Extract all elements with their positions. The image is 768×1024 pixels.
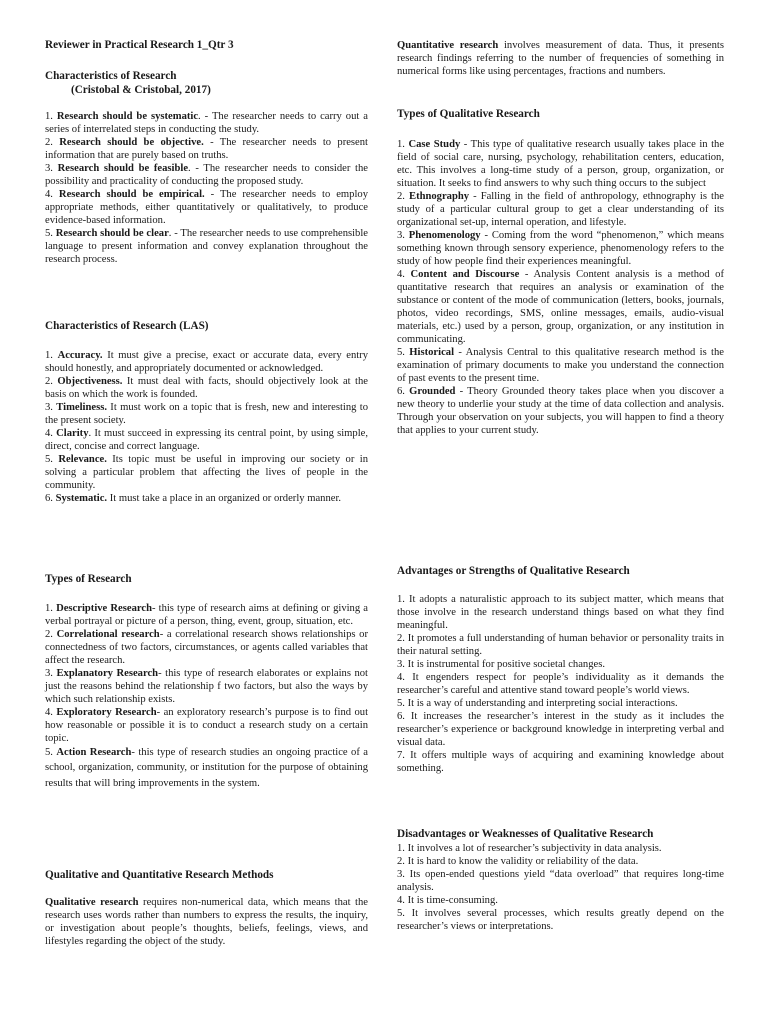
- list-item: 3. Its open-ended questions yield “data overload” that requires long-time analysis.: [397, 868, 724, 893]
- list-item: 6. It increases the researcher’s interest in the study as it includes the researcher’s experience or background knowledge in interpreting verbal and visual data.: [397, 710, 724, 748]
- list-item: 3. Explanatory Research- this type of research elaborates or explains not just the reasons behind the relationship f two factors, but also the ways by which such relationship exists.: [45, 667, 369, 705]
- list-item: 1. Accuracy. It must give a precise, exact or accurate data, every entry should honestly, and appropriately documented or acknowledged.: [45, 349, 369, 374]
- list-item: 2. Objectiveness. It must deal with facts, should objectively look at the basis on which the work is founded.: [45, 375, 368, 400]
- list-item: 5. Action Research- this type of research studies an ongoing practice of a school, organization, community, or institution for the purpose of obtaining results that will bring improvements in the system.: [45, 746, 368, 789]
- list-item: 4. It is time-consuming.: [397, 894, 498, 906]
- list-item: 2. Correlational research- a correlational research shows relationships or connectedness of two factors, circumstances, or agents called variables that affect the research.: [45, 628, 369, 666]
- list-item: 2. It is hard to know the validity or reliability of the data.: [397, 855, 639, 867]
- section-heading: Disadvantages or Weaknesses of Qualitative Research: [397, 828, 654, 840]
- section-disadvantages: [397, 828, 724, 933]
- list-item: 6. Systematic. It must take a place in an organized or orderly manner.: [45, 492, 342, 504]
- section-heading: Types of Research: [45, 573, 132, 585]
- list-item: 1. Descriptive Research- this type of research aims at defining or giving a verbal portrayal or picture of a person, thing, event, group, situation, etc.: [45, 602, 368, 627]
- list-item: 7. It offers multiple ways of acquiring and examining knowledge about something.: [397, 749, 724, 774]
- list-item: 5. It involves several processes, which results greatly depend on the researcher’s views or interpretations.: [397, 907, 724, 932]
- list-item: 1. It involves a lot of researcher’s subjectivity in data analysis.: [397, 842, 662, 854]
- section-characteristics-las: [45, 320, 368, 505]
- list-item: 1. It adopts a naturalistic approach to its subject matter, which means that those involve in the research understand things based on what they find meaningful.: [397, 593, 724, 631]
- section-heading: Qualitative and Quantitative Research Methods: [45, 869, 274, 881]
- list-item: 4. Exploratory Research- an exploratory research’s purpose is to find out how reasonable or possible it is to conduct a research study on a certain topic.: [45, 706, 369, 744]
- section-qual-quant-methods: [45, 869, 368, 948]
- list-item: 1. Research should be systematic. - The researcher needs to carry out a series of interrelated steps in conducting the study.: [45, 111, 368, 135]
- list-item: 6. Grounded - Theory Grounded theory takes place when you discover a new theory to underlie your study at the time of data collection and analysis. Through your observation on your subjects, you will happen to find a theory that applies to your current study.: [397, 385, 725, 436]
- list-item: 5. Research should be clear. - The researcher needs to use comprehensible language to present information and convey explanation throughout the research process.: [45, 228, 369, 265]
- list-item: 3. It is instrumental for positive societal changes.: [397, 658, 606, 670]
- list-item: 4. Research should be empirical. - The researcher needs to employ appropriate methods, either quantitatively or qualitatively, to produce evidence-based information.: [45, 189, 368, 226]
- list-item: 3. Research should be feasible. - The researcher needs to consider the possibility and practicality of conducting the proposed study.: [45, 163, 369, 187]
- list-item: 3. Phenomenology - Coming from the word “phenomenon,” which means something known through sensory experience, phenomenology refers to the study of how people find their experiences meaningful.: [397, 229, 725, 267]
- list-item: 5. Historical - Analysis Central to this qualitative research method is the examination of primary documents to make you understand the connection of past events to the present time.: [397, 346, 725, 384]
- list-item: 1. Case Study - This type of qualitative research usually takes place in the field of social care, nursing, psychology, rehabilitation centers, education, etc. This involves a long-time study of a person, group, organization, or situation. It seeks to find answers to why such thing occurs to the subject: [397, 138, 725, 189]
- list-item: 5. Relevance. Its topic must be useful in improving our society or in solving a particular problem that affecting the lives of people in the community.: [45, 453, 368, 491]
- list-item: 4. Content and Discourse - Analysis Content analysis is a method of quantitative research that requires an analysis or examination of the substance or content of the mode of communication (letters, books, journals, photos, video recordings, SMS, online messages, emails, audio-visual materials, etc.) used by a person, group, organization, or any institution in communicating.: [397, 268, 724, 345]
- list-item: 2. It promotes a full understanding of human behavior or personality traits in their natural setting.: [397, 632, 724, 657]
- section-subheading: (Cristobal & Cristobal, 2017): [71, 83, 211, 96]
- paragraph: Qualitative research requires non-numerical data, which means that the research uses words rather than numbers to express the results, the inquiry, or investigation about people’s thoughts, beliefs, feelings, views, and lifestyles regarding the object of the study.: [45, 896, 368, 947]
- quantitative-paragraph: Quantitative research involves measurement of data. Thus, it presents research findings referring to the number of frequencies of something in numerical forms like using percentages, fractions and numbers.: [397, 40, 724, 77]
- list-item: 2. Research should be objective. - The researcher needs to present information that are purely based on truths.: [45, 137, 368, 161]
- list-item: 4. Clarity. It must succeed in expressing its central point, by using simple, direct, concise and correct language.: [45, 427, 369, 452]
- list-item: 3. Timeliness. It must work on a topic that is fresh, new and interesting to the present society.: [45, 401, 369, 426]
- list-item: 4. It engenders respect for people’s individuality as it demands the researcher’s careful and attentive stand toward people’s world views.: [397, 671, 724, 696]
- section-heading: Characteristics of Research: [45, 70, 177, 82]
- section-types-of-research: [45, 573, 368, 791]
- section-types-qualitative: [397, 108, 724, 437]
- list-item: 2. Ethnography - Falling in the field of anthropology, ethnography is the study of a particular cultural group to get a clear understanding of its organizational set-up, internal operation, and lifestyle.: [397, 190, 724, 228]
- section-heading: Advantages or Strengths of Qualitative Research: [397, 565, 630, 577]
- section-characteristics-cristobal: [45, 70, 368, 266]
- section-advantages: [397, 565, 724, 775]
- section-heading: Types of Qualitative Research: [397, 108, 540, 120]
- section-heading: Characteristics of Research (LAS): [45, 320, 209, 332]
- list-item: 5. It is a way of understanding and interpreting social interactions.: [397, 697, 678, 709]
- document-title: Reviewer in Practical Research 1_Qtr 3: [45, 39, 234, 51]
